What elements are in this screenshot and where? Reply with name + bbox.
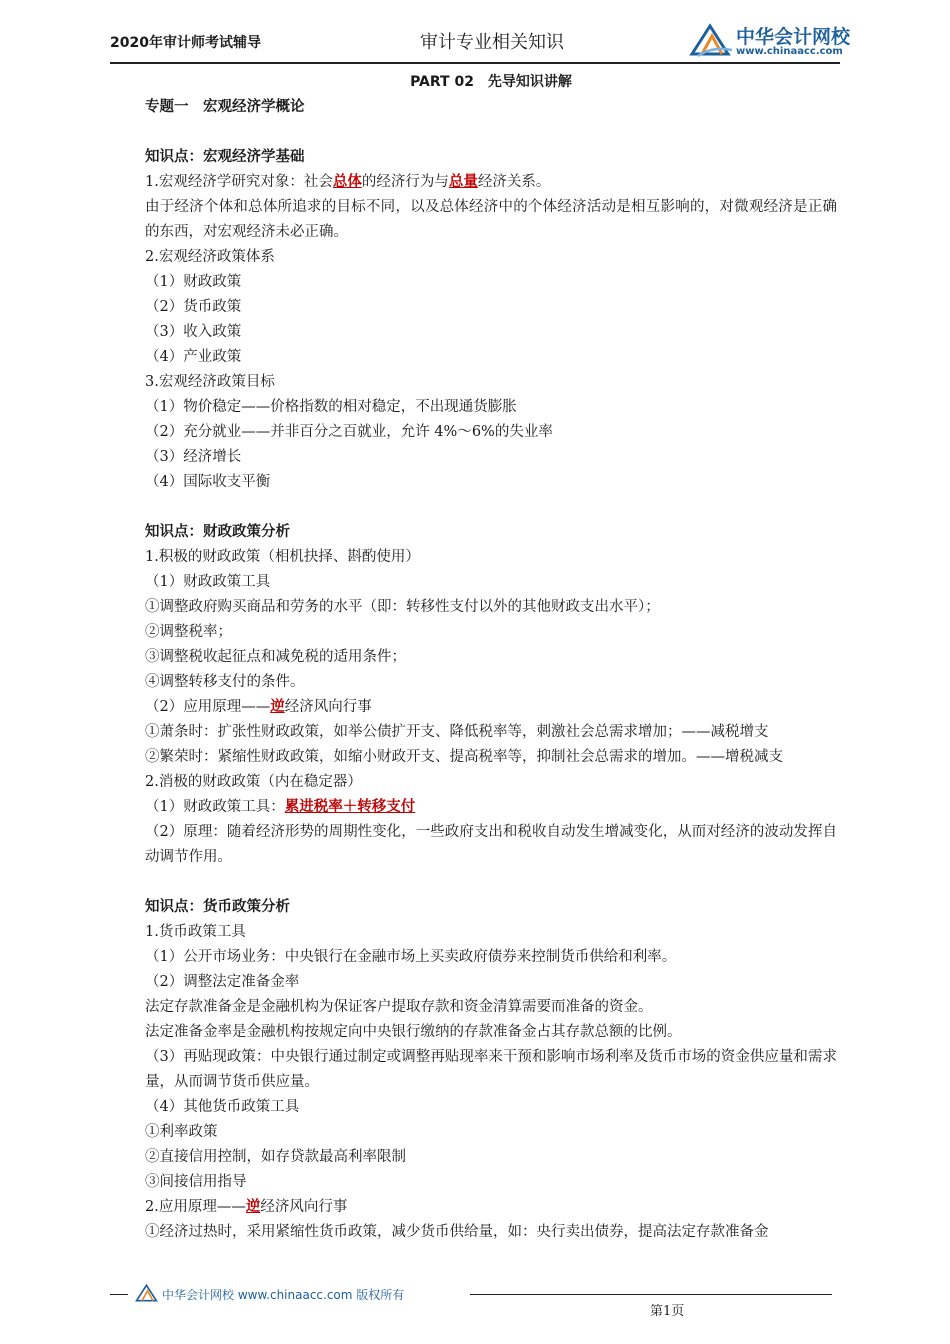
list-item: ①调整政府购买商品和劳务的水平（即：转移性支付以外的其他财政支出水平）； <box>145 599 660 615</box>
emphasis-text: 逆 <box>245 1199 261 1215</box>
logo-name: 中华会计网校 <box>736 26 851 48</box>
paragraph: （2）原理：随着经济形势的周期性变化，一些政府支出和税收自动发生增减变化，从而对经济的波动发挥自动调节作用。 <box>145 824 837 865</box>
footer-rule <box>470 1294 832 1295</box>
list-item: （1）财政政策 <box>145 274 242 290</box>
list-item: （2）调整法定准备金率 <box>145 974 300 990</box>
list-item: ①利率政策 <box>145 1124 218 1140</box>
list-item: （3）经济增长 <box>145 449 242 465</box>
header-rule <box>110 62 840 64</box>
list-item: ③间接信用指导 <box>145 1174 247 1190</box>
topic-heading: 专题一 宏观经济学概论 <box>145 99 305 115</box>
list-item: 2.应用原理——逆经济风向行事 <box>145 1199 348 1215</box>
list-item: ①经济过热时，采用紧缩性货币政策，减少货币供给量，如：央行卖出债券，提高法定存款准备金 <box>145 1224 769 1240</box>
logo-url: www.chinaacc.com <box>736 46 843 57</box>
list-item: （4）其他货币政策工具 <box>145 1099 300 1115</box>
paragraph: 法定存款准备金是金融机构为保证客户提取存款和资金清算需要而准备的资金。 <box>145 999 653 1015</box>
subject-title: 审计专业相关知识 <box>420 32 564 53</box>
emphasis-text: 累进税率＋转移支付 <box>284 799 416 815</box>
list-item: （3）收入政策 <box>145 324 242 340</box>
page-header <box>110 20 851 60</box>
footer-dash <box>110 1294 128 1295</box>
list-item: （2）货币政策 <box>145 299 242 315</box>
list-item: （3）再贴现政策：中央银行通过制定或调整再贴现率来干预和影响市场利率及货币市场的资金供应量和需求量，从而调节货币供应量。 <box>145 1049 837 1090</box>
footer-copyright: 中华会计网校 www.chinaacc.com 版权所有 <box>162 1288 405 1302</box>
part-title: PART 02 先导知识讲解 <box>410 74 572 90</box>
blank-line <box>145 120 837 145</box>
list-item: 1.积极的财政政策（相机抉择、斟酌使用） <box>145 549 420 565</box>
list-item: （4）国际收支平衡 <box>145 474 271 490</box>
paragraph: 由于经济个体和总体所追求的目标不同，以及总体经济中的个体经济活动是相互影响的，对微观经济是正确的东西，对宏观经济未必正确。 <box>145 199 837 240</box>
list-item: （1）物价稳定——价格指数的相对稳定，不出现通货膨胀 <box>145 399 517 415</box>
paragraph: 法定准备金率是金融机构按规定向中央银行缴纳的存款准备金占其存款总额的比例。 <box>145 1024 682 1040</box>
document-body <box>145 70 837 1245</box>
list-item: ③调整税收起征点和减免税的适用条件； <box>145 649 406 665</box>
emphasis-text: 总量 <box>448 174 478 190</box>
section-heading: 知识点：宏观经济学基础 <box>145 149 305 165</box>
list-item: ②繁荣时：紧缩性财政政策，如缩小财政开支、提高税率等，抑制社会总需求的增加。——增税减支 <box>145 749 783 765</box>
list-item: ④调整转移支付的条件。 <box>145 674 305 690</box>
emphasis-text: 逆 <box>270 699 285 715</box>
footer-logo-icon <box>134 1282 160 1304</box>
list-item: （1）财政政策工具：累进税率＋转移支付 <box>145 799 416 815</box>
section-heading: 知识点：货币政策分析 <box>145 899 290 915</box>
list-item: （2）充分就业——并非百分之百就业，允许 4%～6%的失业率 <box>145 424 553 440</box>
page-footer <box>110 1282 840 1322</box>
list-item: 2.宏观经济政策体系 <box>145 249 275 265</box>
list-item: ②直接信用控制，如存贷款最高利率限制 <box>145 1149 406 1165</box>
page-number: 第1页 <box>650 1304 685 1319</box>
list-item: （1）财政政策工具 <box>145 574 271 590</box>
school-logo <box>688 20 851 62</box>
list-item: （4）产业政策 <box>145 349 242 365</box>
logo-icon <box>688 20 734 60</box>
list-item: 3.宏观经济政策目标 <box>145 374 275 390</box>
list-item: ①萧条时：扩张性财政政策，如举公债扩开支、降低税率等，刺激社会总需求增加；——减税增支 <box>145 724 769 740</box>
exam-guide-title: 2020年审计师考试辅导 <box>110 35 261 51</box>
emphasis-text: 总体 <box>332 174 362 190</box>
list-item: ②调整税率； <box>145 624 232 640</box>
list-item: 1.货币政策工具 <box>145 924 246 940</box>
list-item: （2）应用原理——逆经济风向行事 <box>145 699 372 715</box>
blank-line <box>145 870 837 895</box>
list-item: （1）公开市场业务：中央银行在金融市场上买卖政府债券来控制货币供给和利率。 <box>145 949 677 965</box>
list-item: 2.消极的财政政策（内在稳定器） <box>145 774 362 790</box>
blank-line <box>145 495 837 520</box>
paragraph: 1.宏观经济学研究对象：社会总体的经济行为与总量经济关系。 <box>145 174 551 190</box>
section-heading: 知识点：财政政策分析 <box>145 524 290 540</box>
